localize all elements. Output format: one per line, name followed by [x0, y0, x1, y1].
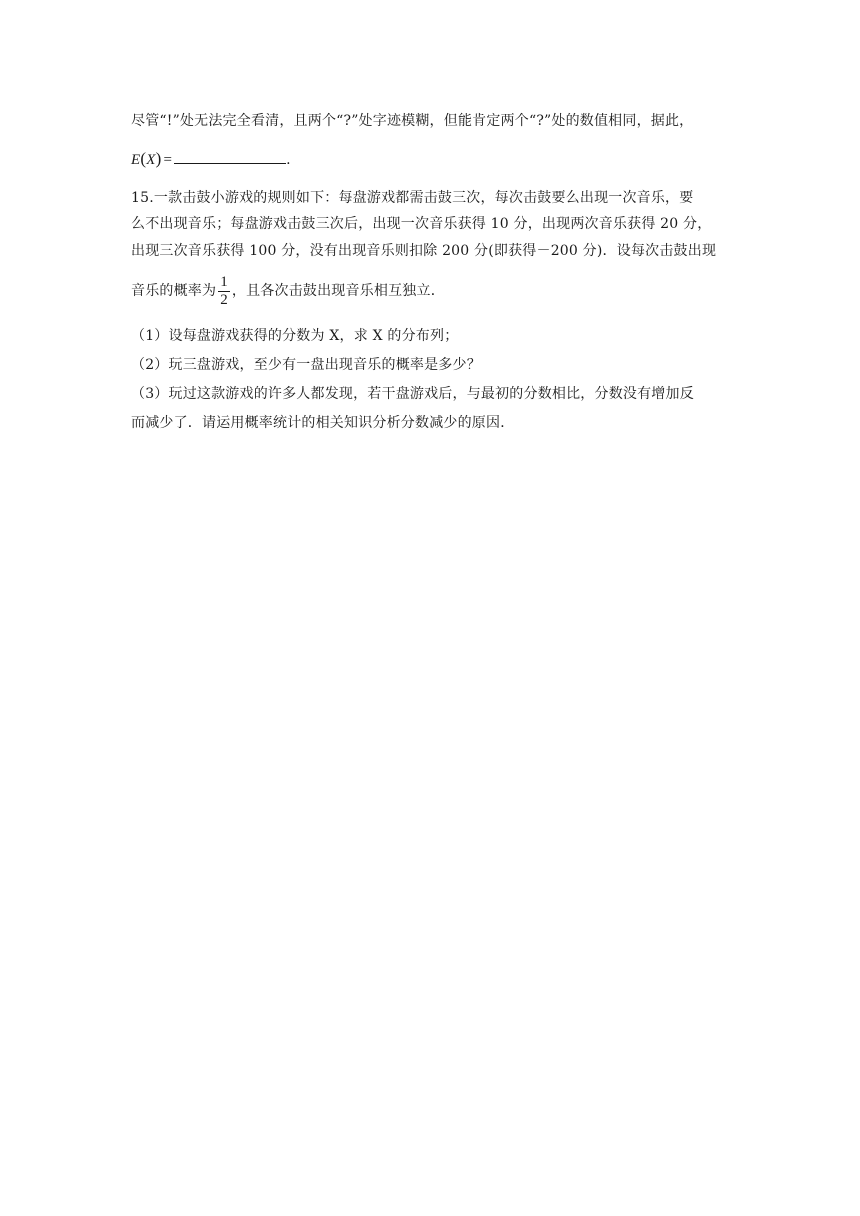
- sub-question-1: （1）设每盘游戏获得的分数为 X，求 X 的分布列；: [131, 328, 459, 344]
- line-end-period: .: [286, 152, 291, 168]
- sub-question-3-line-2: 而减少了．请运用概率统计的相关知识分析分数减少的原因．: [131, 415, 515, 431]
- equals-sign: =: [163, 152, 173, 168]
- question-15-line-3: 出现三次音乐获得 100 分，没有出现音乐则扣除 200 分(即获得－200 分)．设每次击鼓出现: [131, 243, 717, 259]
- sub-question-3-line-1: （3）玩过这款游戏的许多人都发现，若干盘游戏后，与最初的分数相比，分数没有增加反: [131, 386, 694, 402]
- probability-text-pre: 音乐的概率为: [131, 283, 217, 299]
- question-15-line-1: 15.一款击鼓小游戏的规则如下：每盘游戏都需击鼓三次，每次击鼓要么出现一次音乐，要: [131, 190, 694, 206]
- fraction-one-half: [218, 274, 230, 309]
- question-15-line-4: [131, 271, 445, 311]
- expectation-answer-line: [131, 149, 291, 170]
- left-paren: (: [140, 149, 147, 168]
- fraction-numerator: 1: [220, 273, 228, 290]
- random-variable-x: X: [146, 152, 156, 168]
- sub-question-2: （2）玩三盘游戏，至少有一盘出现音乐的概率是多少？: [131, 357, 481, 373]
- answer-blank: [174, 149, 286, 164]
- question-15-line-2: 么不出现音乐；每盘游戏击鼓三次后，出现一次音乐获得 10 分，出现两次音乐获得 20 分，: [131, 216, 712, 232]
- right-paren: ): [155, 149, 162, 168]
- fraction-denominator: 2: [220, 291, 228, 308]
- text-line-intro: 尽管“!”处无法完全看清，且两个“?”处字迹模糊，但能肯定两个“?”处的数值相同，据此，: [131, 113, 694, 129]
- expectation-symbol: E: [131, 152, 141, 168]
- probability-text-post: ，且各次击鼓出现音乐相互独立．: [231, 283, 445, 299]
